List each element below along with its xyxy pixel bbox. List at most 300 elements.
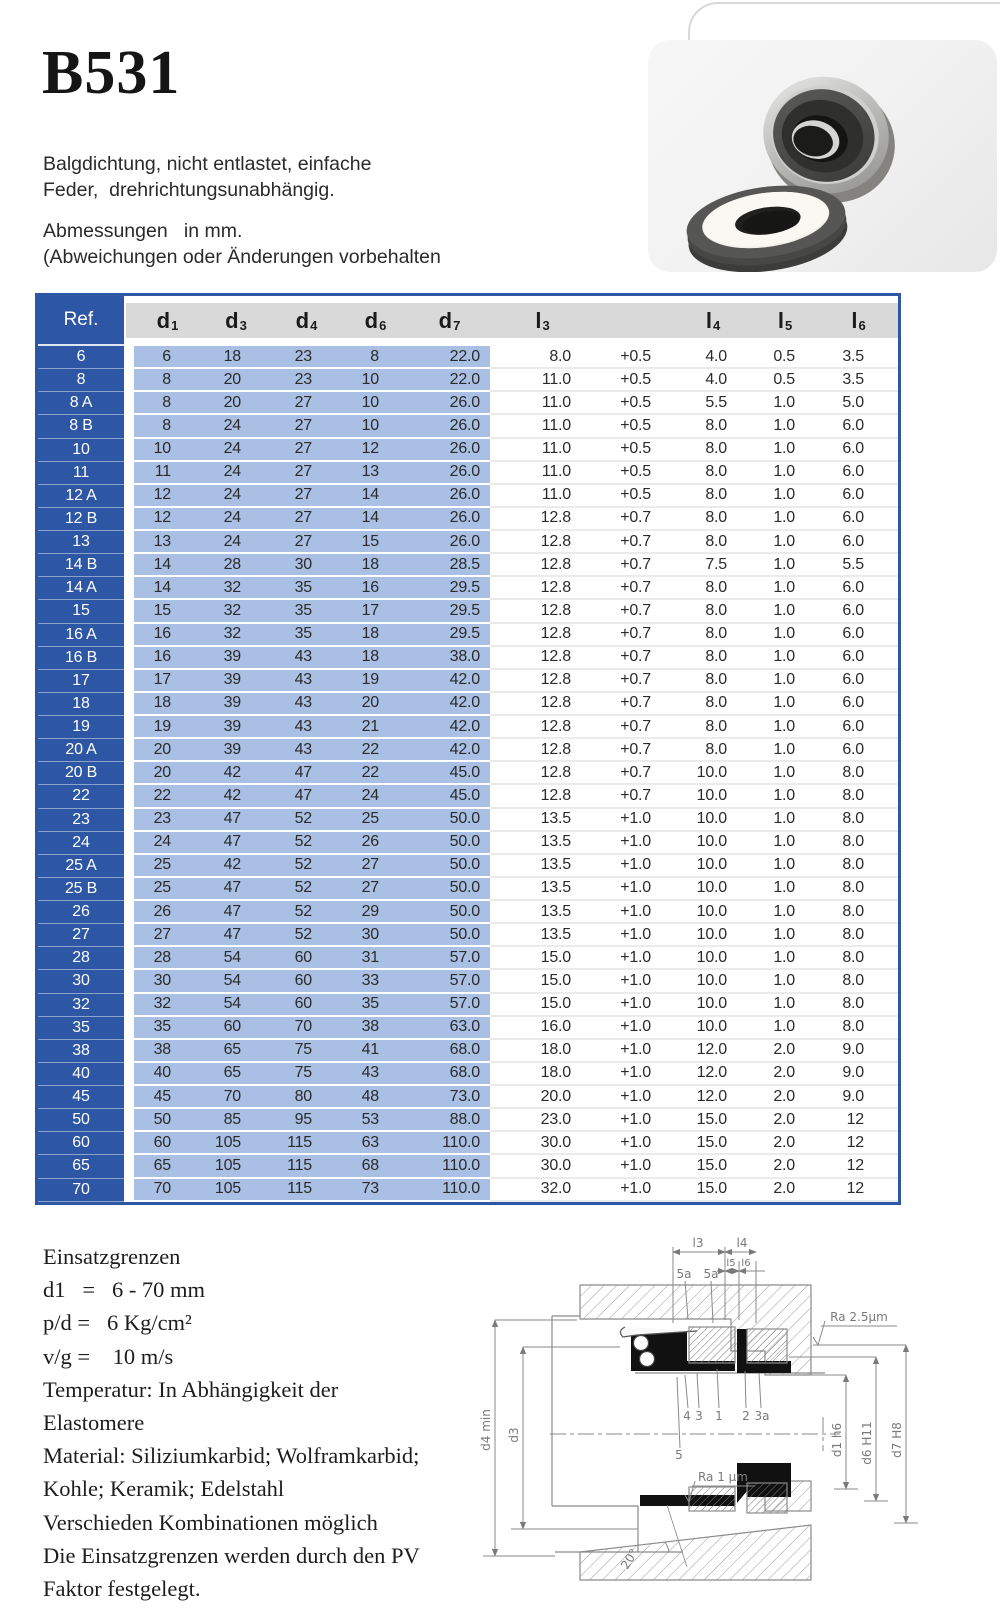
table-cell: 25	[134, 878, 201, 901]
table-cell: 27	[271, 485, 342, 508]
usage-limits-text	[43, 1240, 483, 1605]
table-cell: 10	[342, 415, 409, 438]
table-cell: 8.0	[675, 415, 751, 438]
table-cell: 2.0	[751, 1132, 819, 1155]
table-cell: 12 A	[38, 485, 124, 508]
table-cell: 1.0	[751, 462, 819, 485]
table-cell: 27	[342, 878, 409, 901]
table-cell: 27	[271, 439, 342, 462]
table-cell: 16	[134, 647, 201, 670]
table-cell: 1.0	[751, 809, 819, 832]
table-cell: 26.0	[409, 485, 490, 508]
table-cell: 20.0	[490, 1086, 595, 1109]
table-body	[38, 346, 898, 1202]
table-cell: 10.0	[675, 970, 751, 993]
dim-label-d6: d6 H11	[860, 1421, 874, 1465]
table-cell: 3.5	[819, 369, 898, 392]
page-title: B531	[42, 39, 181, 107]
table-cell: 26	[342, 832, 409, 855]
label-5a-right: 5a	[703, 1267, 719, 1281]
column-headers	[38, 296, 898, 346]
table-cell: 10.0	[675, 994, 751, 1017]
table-cell: 19	[38, 716, 124, 739]
table-cell: 42	[201, 785, 271, 808]
table-cell: 1.0	[751, 415, 819, 438]
table-row	[38, 1179, 898, 1202]
angle-label: 20°	[618, 1546, 642, 1572]
table-cell: 12	[134, 485, 201, 508]
table-cell: 8.0	[819, 1017, 898, 1040]
table-cell: 65	[201, 1040, 271, 1063]
table-cell: 50.0	[409, 855, 490, 878]
table-cell: 20	[134, 739, 201, 762]
table-cell: 11	[134, 462, 201, 485]
table-cell: 4.0	[675, 346, 751, 369]
part-label-4: 4	[683, 1409, 691, 1423]
table-row	[38, 554, 898, 577]
table-cell: 12	[819, 1179, 898, 1202]
table-cell: 12	[819, 1155, 898, 1178]
table-cell: 42.0	[409, 670, 490, 693]
column-gap	[124, 924, 134, 947]
table-cell: 110.0	[409, 1179, 490, 1202]
column-gap	[124, 1109, 134, 1132]
table-cell: 14	[342, 485, 409, 508]
table-cell: 12.8	[490, 762, 595, 785]
table-cell: 57.0	[409, 970, 490, 993]
table-cell: 3.5	[819, 346, 898, 369]
table-cell: +0.7	[595, 693, 675, 716]
spring	[640, 1352, 655, 1367]
table-cell: 68	[342, 1155, 409, 1178]
table-cell: 60	[271, 947, 342, 970]
table-cell: 52	[271, 832, 342, 855]
table-cell: 115	[271, 1179, 342, 1202]
table-cell: 2.0	[751, 1063, 819, 1086]
table-cell: 9.0	[819, 1063, 898, 1086]
table-cell: 35	[271, 624, 342, 647]
table-cell: 27	[271, 508, 342, 531]
installation-drawing	[455, 1205, 1000, 1605]
table-cell: 53	[342, 1109, 409, 1132]
table-row	[38, 785, 898, 808]
column-gap	[124, 716, 134, 739]
table-cell: 1.0	[751, 785, 819, 808]
table-cell: 22	[342, 739, 409, 762]
table-cell: 42	[201, 762, 271, 785]
table-cell: +0.5	[595, 415, 675, 438]
column-gap	[124, 901, 134, 924]
table-cell: 6.0	[819, 531, 898, 554]
table-cell: 6.0	[819, 508, 898, 531]
table-cell: 18.0	[490, 1063, 595, 1086]
table-cell: 68.0	[409, 1040, 490, 1063]
table-cell: 15.0	[675, 1155, 751, 1178]
table-row	[38, 878, 898, 901]
table-cell: 1.0	[751, 878, 819, 901]
table-cell: 12.8	[490, 577, 595, 600]
table-cell: 10.0	[675, 785, 751, 808]
table-cell: 8.0	[819, 809, 898, 832]
table-cell: 52	[271, 809, 342, 832]
table-cell: 8.0	[675, 462, 751, 485]
spec-line: d1 = 6 - 70 mm	[43, 1277, 206, 1303]
table-cell: 47	[201, 878, 271, 901]
table-cell: 23	[271, 346, 342, 369]
column-header-empty	[595, 296, 675, 346]
table-cell: 17	[342, 600, 409, 623]
table-cell: 12	[819, 1109, 898, 1132]
table-cell: 65	[134, 1155, 201, 1178]
table-cell: 43	[271, 693, 342, 716]
table-cell: 1.0	[751, 970, 819, 993]
column-header: l 4	[705, 308, 721, 333]
table-cell: 45	[38, 1086, 124, 1109]
table-cell: 10.0	[675, 878, 751, 901]
table-cell: 10.0	[675, 924, 751, 947]
table-cell: 54	[201, 947, 271, 970]
table-cell: 8	[134, 392, 201, 415]
column-gap	[124, 531, 134, 554]
table-cell: +0.7	[595, 670, 675, 693]
table-cell: 23.0	[490, 1109, 595, 1132]
table-cell: 73	[342, 1179, 409, 1202]
table-row	[38, 531, 898, 554]
column-header: l 3	[535, 308, 550, 333]
table-cell: 12.0	[675, 1040, 751, 1063]
column-gap	[124, 346, 134, 369]
table-cell: +1.0	[595, 994, 675, 1017]
table-cell: 8.0	[675, 531, 751, 554]
table-cell: 50.0	[409, 924, 490, 947]
table-cell: 30.0	[490, 1132, 595, 1155]
table-cell: +0.7	[595, 762, 675, 785]
table-cell: 15.0	[490, 947, 595, 970]
dim-label-l6: l6	[741, 1258, 751, 1269]
column-gap	[124, 970, 134, 993]
table-cell: 22	[134, 785, 201, 808]
table-row	[38, 1017, 898, 1040]
table-cell: 15	[38, 600, 124, 623]
roughness-bottom: Ra 1 μm	[697, 1470, 749, 1484]
table-cell: 6.0	[819, 577, 898, 600]
table-cell: 14 B	[38, 554, 124, 577]
table-cell: 26.0	[409, 415, 490, 438]
table-cell: 43	[271, 647, 342, 670]
table-cell: 17	[134, 670, 201, 693]
column-gap	[124, 647, 134, 670]
table-cell: 50	[38, 1109, 124, 1132]
table-cell: 32	[38, 994, 124, 1017]
table-cell: +1.0	[595, 1063, 675, 1086]
table-row	[38, 369, 898, 392]
column-gap	[124, 878, 134, 901]
table-cell: 6.0	[819, 439, 898, 462]
table-cell: 20	[201, 369, 271, 392]
table-cell: 15	[134, 600, 201, 623]
table-cell: 12.8	[490, 739, 595, 762]
table-cell: 32	[134, 994, 201, 1017]
column-header: d 4	[295, 308, 318, 333]
table-cell: 15.0	[490, 994, 595, 1017]
spec-line: Verschieden Kombinationen möglich	[43, 1509, 378, 1535]
table-cell: 6.0	[819, 739, 898, 762]
table-cell: 1.0	[751, 577, 819, 600]
table-cell: 2.0	[751, 1109, 819, 1132]
table-cell: 15	[342, 531, 409, 554]
table-cell: 48	[342, 1086, 409, 1109]
table-cell: 12.8	[490, 670, 595, 693]
table-row	[38, 392, 898, 415]
table-cell: 30	[342, 924, 409, 947]
table-cell: +0.5	[595, 462, 675, 485]
table-row	[38, 924, 898, 947]
table-cell: +0.7	[595, 716, 675, 739]
column-gap	[124, 947, 134, 970]
table-cell: 63.0	[409, 1017, 490, 1040]
column-gap	[124, 1179, 134, 1202]
table-row	[38, 1086, 898, 1109]
table-cell: +1.0	[595, 924, 675, 947]
table-cell: 8.0	[819, 970, 898, 993]
table-cell: 115	[271, 1132, 342, 1155]
table-cell: 8.0	[819, 878, 898, 901]
table-cell: 70	[38, 1179, 124, 1202]
table-cell: 70	[134, 1179, 201, 1202]
table-cell: 60	[38, 1132, 124, 1155]
column-gap	[124, 554, 134, 577]
table-cell: 24	[201, 462, 271, 485]
table-cell: 85	[201, 1109, 271, 1132]
table-cell: 73.0	[409, 1086, 490, 1109]
table-cell: 23	[38, 809, 124, 832]
table-cell: 45.0	[409, 785, 490, 808]
table-cell: 57.0	[409, 947, 490, 970]
table-cell: 1.0	[751, 392, 819, 415]
dimension-table	[35, 293, 901, 1205]
table-cell: 29.5	[409, 600, 490, 623]
dim-label-l3: l3	[692, 1236, 704, 1250]
table-cell: +1.0	[595, 832, 675, 855]
table-cell: 75	[271, 1040, 342, 1063]
table-cell: 6.0	[819, 485, 898, 508]
table-cell: 8.0	[675, 670, 751, 693]
table-cell: 14	[342, 508, 409, 531]
table-cell: +0.5	[595, 439, 675, 462]
column-gap	[124, 577, 134, 600]
column-gap	[124, 392, 134, 415]
table-cell: 1.0	[751, 693, 819, 716]
table-cell: 60	[271, 994, 342, 1017]
table-cell: 30	[271, 554, 342, 577]
table-cell: 17	[38, 670, 124, 693]
table-cell: 23	[134, 809, 201, 832]
table-row	[38, 1109, 898, 1132]
table-cell: 0.5	[751, 369, 819, 392]
label-5a-left: 5a	[676, 1267, 692, 1281]
table-cell: 38	[134, 1040, 201, 1063]
spec-line: Material: Siliziumkarbid; Wolframkarbid;	[43, 1443, 420, 1469]
table-cell: 26.0	[409, 531, 490, 554]
table-cell: 47	[201, 924, 271, 947]
table-cell: +0.7	[595, 785, 675, 808]
note-line: Abmessungen in mm.	[43, 220, 243, 242]
table-cell: 6.0	[819, 600, 898, 623]
table-cell: +0.7	[595, 600, 675, 623]
table-cell: 60	[201, 1017, 271, 1040]
table-row	[38, 462, 898, 485]
table-cell: 60	[271, 970, 342, 993]
table-cell: 14	[134, 554, 201, 577]
column-gap	[124, 508, 134, 531]
table-cell: 12.8	[490, 785, 595, 808]
table-cell: 1.0	[751, 924, 819, 947]
table-row	[38, 994, 898, 1017]
column-gap	[124, 670, 134, 693]
table-cell: 8.0	[675, 716, 751, 739]
table-cell: 8.0	[819, 994, 898, 1017]
table-row	[38, 439, 898, 462]
table-cell: 52	[271, 901, 342, 924]
table-cell: 29.5	[409, 624, 490, 647]
column-gap	[124, 809, 134, 832]
table-cell: 2.0	[751, 1179, 819, 1202]
table-cell: 28	[134, 947, 201, 970]
table-cell: 38.0	[409, 647, 490, 670]
table-cell: 11.0	[490, 392, 595, 415]
table-cell: +0.7	[595, 624, 675, 647]
table-cell: 35	[271, 600, 342, 623]
table-cell: 16 B	[38, 647, 124, 670]
table-row	[38, 901, 898, 924]
table-row	[38, 762, 898, 785]
table-cell: 6	[134, 346, 201, 369]
table-cell: 105	[201, 1179, 271, 1202]
table-cell: 1.0	[751, 508, 819, 531]
table-cell: 22	[38, 785, 124, 808]
table-cell: +0.5	[595, 392, 675, 415]
column-gap	[124, 624, 134, 647]
table-cell: 5.5	[675, 392, 751, 415]
table-cell: +0.7	[595, 739, 675, 762]
table-cell: 70	[271, 1017, 342, 1040]
table-cell: 35	[134, 1017, 201, 1040]
table-cell: 24	[38, 832, 124, 855]
table-cell: 26.0	[409, 439, 490, 462]
table-cell: 26	[134, 901, 201, 924]
table-row	[38, 739, 898, 762]
part-label-3: 3	[695, 1409, 703, 1423]
table-cell: 28	[201, 554, 271, 577]
table-cell: 12.8	[490, 716, 595, 739]
table-cell: 15.0	[490, 970, 595, 993]
table-cell: 18	[201, 346, 271, 369]
table-cell: 6.0	[819, 693, 898, 716]
table-cell: 12.8	[490, 624, 595, 647]
table-cell: 38	[38, 1040, 124, 1063]
table-cell: 20	[342, 693, 409, 716]
table-cell: 20	[201, 392, 271, 415]
table-cell: 12	[134, 508, 201, 531]
seal-photo-illustration	[648, 40, 997, 272]
table-cell: 5.5	[819, 554, 898, 577]
table-cell: 26	[38, 901, 124, 924]
table-cell: 47	[271, 785, 342, 808]
column-header: d 6	[364, 308, 387, 333]
table-row	[38, 1155, 898, 1178]
column-header: d 7	[438, 308, 461, 333]
table-cell: 8.0	[490, 346, 595, 369]
table-row	[38, 346, 898, 369]
table-cell: 60	[134, 1132, 201, 1155]
column-gap	[124, 855, 134, 878]
table-cell: 13	[38, 531, 124, 554]
dim-label-l5: l5	[726, 1258, 736, 1269]
table-cell: 45.0	[409, 762, 490, 785]
table-cell: 43	[271, 716, 342, 739]
table-cell: 40	[38, 1063, 124, 1086]
table-cell: 23	[271, 369, 342, 392]
table-row	[38, 670, 898, 693]
table-cell: 2.0	[751, 1086, 819, 1109]
column-gap	[124, 739, 134, 762]
table-row	[38, 832, 898, 855]
table-cell: 1.0	[751, 485, 819, 508]
table-cell: 52	[271, 878, 342, 901]
table-cell: 1.0	[751, 832, 819, 855]
table-cell: 24	[342, 785, 409, 808]
table-cell: 2.0	[751, 1040, 819, 1063]
table-cell: 8	[38, 369, 124, 392]
table-cell: 8	[134, 415, 201, 438]
table-cell: 8.0	[819, 924, 898, 947]
table-cell: 47	[271, 762, 342, 785]
table-cell: +0.7	[595, 577, 675, 600]
table-cell: 8.0	[675, 439, 751, 462]
table-cell: 43	[271, 739, 342, 762]
table-cell: 6.0	[819, 716, 898, 739]
table-cell: 42.0	[409, 693, 490, 716]
part-label-5: 5	[675, 1448, 683, 1462]
table-cell: 50.0	[409, 878, 490, 901]
table-cell: 28	[38, 947, 124, 970]
spec-line: Kohle; Keramik; Edelstahl	[43, 1476, 285, 1502]
table-cell: 1.0	[751, 716, 819, 739]
table-cell: 10.0	[675, 762, 751, 785]
column-header: l 5	[777, 308, 793, 333]
table-cell: 7.5	[675, 554, 751, 577]
table-cell: 39	[201, 716, 271, 739]
table-row	[38, 485, 898, 508]
table-cell: 22.0	[409, 369, 490, 392]
table-cell: 12 B	[38, 508, 124, 531]
table-cell: 13.5	[490, 924, 595, 947]
table-cell: 33	[342, 970, 409, 993]
table-cell: 20	[134, 762, 201, 785]
table-row	[38, 716, 898, 739]
table-cell: 43	[271, 670, 342, 693]
table-cell: 9.0	[819, 1086, 898, 1109]
table-cell: 8.0	[675, 739, 751, 762]
table-cell: 65	[201, 1063, 271, 1086]
table-cell: 13	[134, 531, 201, 554]
dimensions-note	[43, 218, 441, 270]
table-cell: 32.0	[490, 1179, 595, 1202]
table-cell: +0.7	[595, 508, 675, 531]
column-gap	[124, 1132, 134, 1155]
table-cell: 13.5	[490, 878, 595, 901]
table-cell: 40	[134, 1063, 201, 1086]
